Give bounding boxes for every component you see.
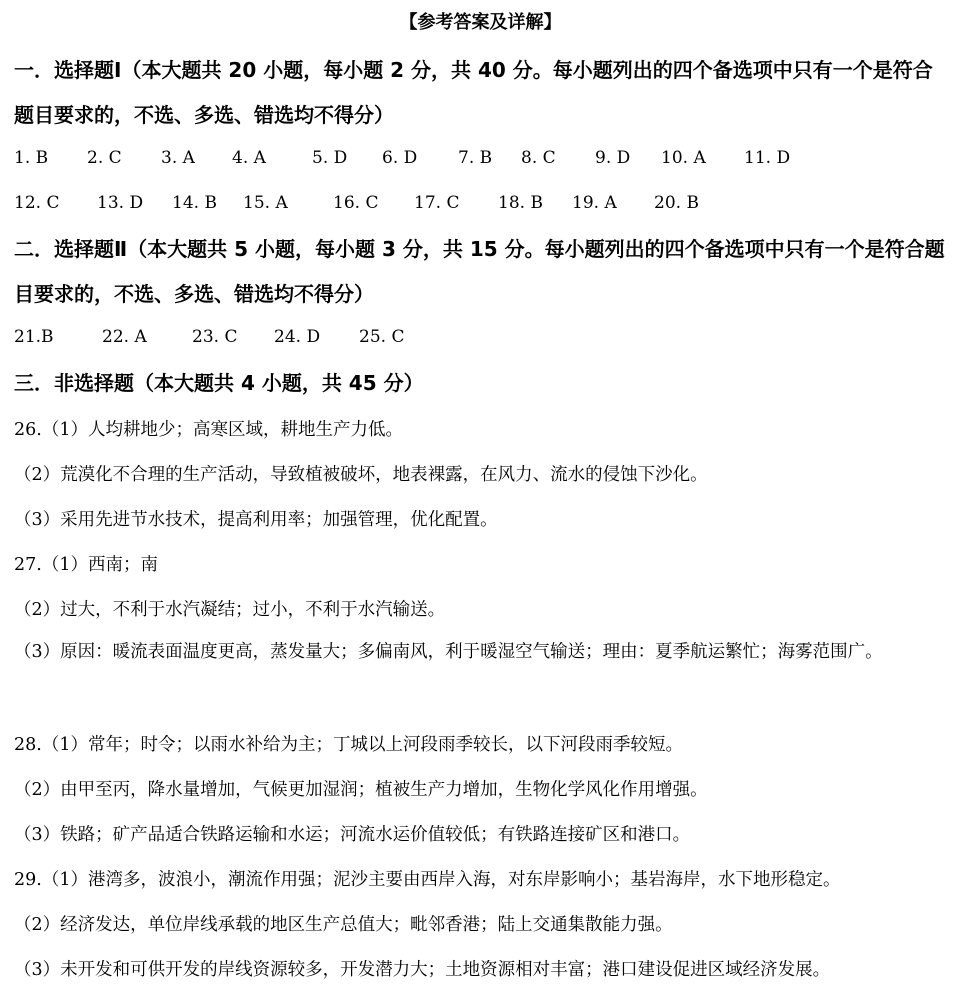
answer-21: 21.B	[14, 327, 54, 347]
answer-23: 23. C	[192, 327, 238, 347]
section2-heading: 二．选择题Ⅱ（本大题共 5 小题，每小题 3 分，共 15 分。每小题列出的四个备选项中只有一个是符合题目要求的，不选、多选、错选均不得分）	[14, 237, 945, 306]
q29-part2: （2）经济发达，单位岸线承载的地区生产总值大；毗邻香港；陆上交通集散能力强。	[14, 915, 673, 935]
answer-22: 22. A	[102, 327, 147, 347]
answer-20: 20. B	[654, 193, 699, 213]
answer-7: 7. B	[458, 148, 493, 168]
q26-part2: （2）荒漠化不合理的生产活动，导致植被破坏，地表裸露，在风力、流水的侵蚀下沙化。	[14, 465, 708, 485]
q28-part1: 28.（1）常年；时令；以雨水补给为主；丁城以上河段雨季较长，以下河段雨季较短。	[14, 735, 683, 755]
answer-18: 18. B	[498, 193, 543, 213]
answer-9: 9. D	[595, 148, 631, 168]
answer-4: 4. A	[232, 148, 266, 168]
answer-16: 16. C	[333, 193, 379, 213]
answer-5: 5. D	[312, 148, 348, 168]
answer-14: 14. B	[172, 193, 217, 213]
answer-11: 11. D	[744, 148, 791, 168]
answer-17: 17. C	[414, 193, 460, 213]
q27-part1: 27.（1）西南；南	[14, 555, 158, 575]
answer-25: 25. C	[359, 327, 405, 347]
answer-19: 19. A	[572, 193, 617, 213]
section1-heading: 一．选择题Ⅰ（本大题共 20 小题，每小题 2 分，共 40 分。每小题列出的四个备选项中只有一个是符合题目要求的，不选、多选、错选均不得分）	[14, 58, 933, 127]
section3-heading: 三．非选择题（本大题共 4 小题，共 45 分）	[14, 371, 424, 395]
answer-6: 6. D	[382, 148, 418, 168]
page-title: 【参考答案及详解】	[399, 12, 562, 33]
q26-part1: 26.（1）人均耕地少；高寒区域，耕地生产力低。	[14, 420, 403, 440]
answer-10: 10. A	[661, 148, 706, 168]
answer-13: 13. D	[97, 193, 144, 213]
q29-part1: 29.（1）港湾多，波浪小，潮流作用强；泥沙主要由西岸入海，对东岸影响小；基岩海岸，水下地形稳定。	[14, 870, 841, 890]
answer-2: 2. C	[87, 148, 122, 168]
answer-12: 12. C	[14, 193, 60, 213]
answer-24: 24. D	[274, 327, 321, 347]
q26-part3: （3）采用先进节水技术，提高利用率；加强管理，优化配置。	[14, 510, 498, 530]
answer-3: 3. A	[161, 148, 195, 168]
q28-part2: （2）由甲至丙，降水量增加，气候更加湿润；植被生产力增加，生物化学风化作用增强。	[14, 780, 708, 800]
q28-part3: （3）铁路；矿产品适合铁路运输和水运；河流水运价值较低；有铁路连接矿区和港口。	[14, 825, 691, 845]
q27-part3: （3）原因：暖流表面温度更高，蒸发量大；多偏南风，利于暖湿空气输送；理由：夏季航运繁忙；海雾范围广。	[14, 642, 883, 662]
q29-part3: （3）未开发和可供开发的岸线资源较多，开发潜力大；土地资源相对丰富；港口建设促进区域经济发展。	[14, 960, 831, 980]
q27-part2: （2）过大，不利于水汽凝结；过小，不利于水汽输送。	[14, 600, 446, 620]
answer-15: 15. A	[243, 193, 288, 213]
answer-8: 8. C	[521, 148, 556, 168]
answer-1: 1. B	[14, 148, 49, 168]
